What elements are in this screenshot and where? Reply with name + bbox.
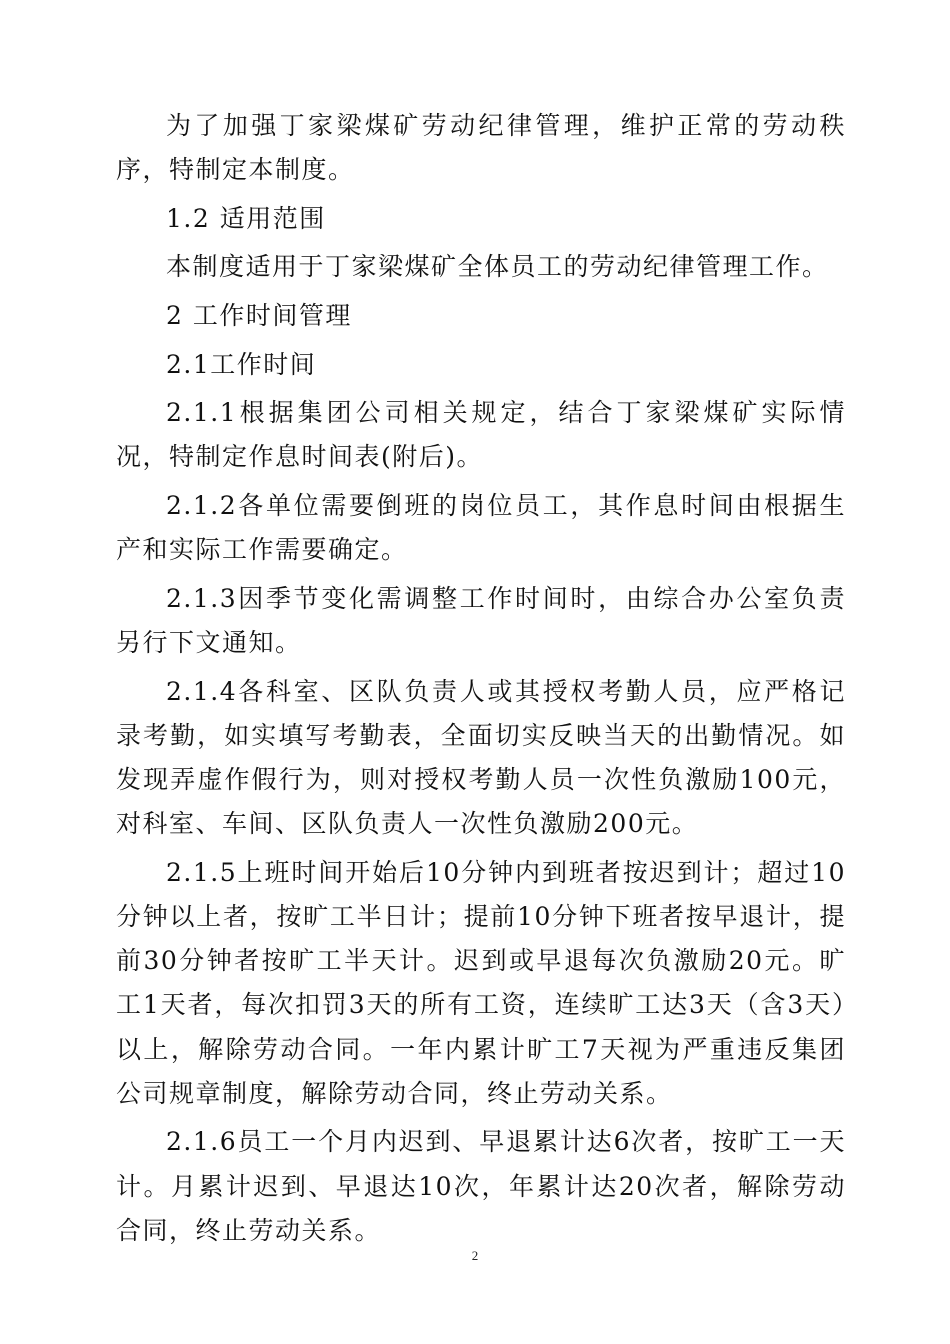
document-body (116, 104, 846, 1257)
heading-scope: 1.2 适用范围 (166, 203, 326, 233)
page-number: 2 (471, 1248, 479, 1263)
heading-work-time: 2.1工作时间 (166, 349, 317, 379)
clause-2-1-1: 2.1.1根据集团公司相关规定，结合丁家梁煤矿实际情况，特制定作息时间表(附后)。 (116, 398, 846, 472)
clause-2-1-5: 2.1.5上班时间开始后10分钟内到班者按迟到计；超过10分钟以上者，按旷工半日计；提前10分钟下班者按早退计，提前30分钟者按旷工半天计。迟到或早退每次负激励20元。旷工1天者，每次扣罚3天的所有工资，连续旷工达3天（含3天）以上，解除劳动合同。一年内累计旷工7天视为严重违反集团公司规章制度，解除劳动合同，终止劳动关系。 (116, 857, 846, 1108)
clause-2-1-6: 2.1.6员工一个月内迟到、早退累计达6次者，按旷工一天计。月累计迟到、早退达10次，年累计达20次者，解除劳动合同，终止劳动关系。 (116, 1127, 846, 1245)
clause-2-1-2: 2.1.2各单位需要倒班的岗位员工，其作息时间由根据生产和实际工作需要确定。 (116, 490, 846, 565)
clause-2-1-3: 2.1.3因季节变化需调整工作时间时，由综合办公室负责另行下文通知。 (116, 583, 846, 657)
heading-work-time-management: 2 工作时间管理 (166, 300, 352, 330)
paragraph-purpose: 为了加强丁家梁煤矿劳动纪律管理，维护正常的劳动秩序，特制定本制度。 (116, 111, 846, 185)
paragraph-scope: 本制度适用于丁家梁煤矿全体员工的劳动纪律管理工作。 (166, 252, 829, 282)
clause-2-1-4: 2.1.4各科室、区队负责人或其授权考勤人员，应严格记录考勤，如实填写考勤表，全面切实反映当天的出勤情况。如发现弄虚作假行为，则对授权考勤人员一次性负激励100元，对科室、车间、区队负责人一次性负激励200元。 (116, 676, 846, 839)
